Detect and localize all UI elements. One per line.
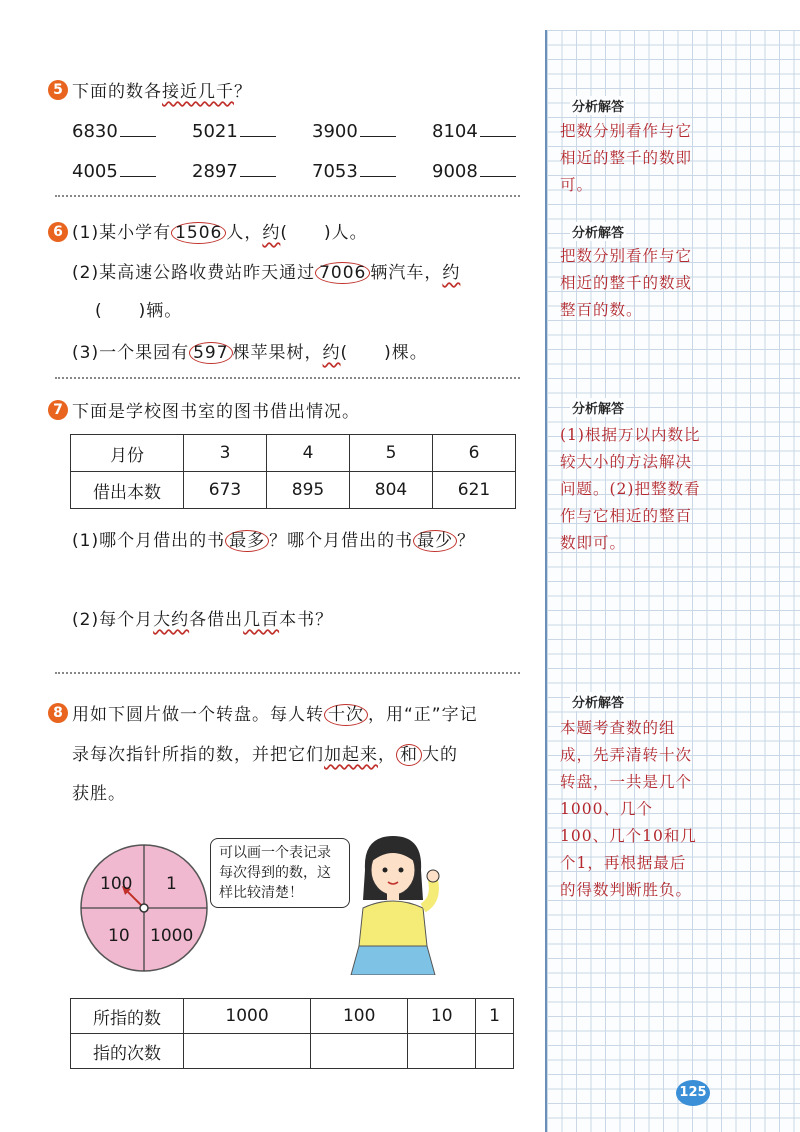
- analysis-text-1: 把数分别看作与它相近的整千的数即可。: [560, 122, 693, 194]
- tally-table: [70, 998, 514, 1069]
- table-header: 月份: [71, 435, 184, 472]
- tally-input-cell[interactable]: [184, 1034, 311, 1069]
- table-row-label: 指的次数: [71, 1034, 184, 1069]
- analysis-text-2: 把数分别看作与它相近的整千的数或整百的数。: [560, 247, 693, 319]
- tally-input-cell[interactable]: [311, 1034, 408, 1069]
- table-cell: 100: [311, 999, 408, 1034]
- table-header: 5: [350, 435, 433, 472]
- spinner-label: 100: [100, 874, 133, 894]
- divider: [55, 672, 520, 674]
- table-cell: 895: [267, 472, 350, 509]
- analysis-title: 分析解答: [570, 222, 626, 241]
- q5-item[interactable]: 9008: [432, 160, 516, 182]
- spinner-label: 1000: [150, 926, 194, 946]
- question-number-8: 8: [48, 703, 68, 723]
- analysis-text-4: 本题考查数的组成，先弄清转十次转盘，一共是几个1000、几个100、几个10和几个1，再根据最后的得数判断胜负。: [560, 719, 697, 899]
- question-7-sub-2: (2)每个月大约各借出几百本书？: [72, 610, 334, 630]
- library-table: [70, 434, 516, 509]
- spinner-label: 1: [166, 874, 177, 894]
- analysis-text-3: (1)根据万以内数比较大小的方法解决问题。(2)把整数看作与它相近的整百数即可。: [560, 426, 701, 552]
- question-number-6: 6: [48, 222, 68, 242]
- divider: [55, 195, 520, 197]
- spinner-disc: [78, 842, 210, 974]
- table-header: 6: [433, 435, 516, 472]
- question-8-line-2: 录每次指针所指的数，并把它们加起来， 和 大的: [72, 745, 458, 765]
- q5-item[interactable]: 2897: [192, 160, 276, 182]
- table-header: 4: [267, 435, 350, 472]
- q5-item[interactable]: 5021: [192, 120, 276, 142]
- question-6-part-1: (1)某小学有 1506 人，约( )人。: [72, 223, 368, 243]
- question-6-part-2: (2)某高速公路收费站昨天通过 7006 辆汽车，约: [72, 263, 461, 283]
- analysis-title: 分析解答: [570, 692, 626, 711]
- table-cell: 673: [184, 472, 267, 509]
- question-7-sub-1: (1)哪个月借出的书 最多 ？哪个月借出的书 最少 ？: [72, 531, 476, 551]
- table-cell: 621: [433, 472, 516, 509]
- analysis-title: 分析解答: [570, 96, 626, 115]
- question-number-5: 5: [48, 80, 68, 100]
- tally-input-cell[interactable]: [408, 1034, 476, 1069]
- table-cell: 10: [408, 999, 476, 1034]
- table-header: 3: [184, 435, 267, 472]
- analysis-title: 分析解答: [570, 398, 626, 417]
- speech-bubble: 可以画一个表记录每次得到的数，这样比较清楚！: [210, 838, 350, 908]
- question-8-line-3: 获胜。: [72, 784, 126, 804]
- q5-item[interactable]: 4005: [72, 160, 156, 182]
- table-row-label: 所指的数: [71, 999, 184, 1034]
- divider: [55, 377, 520, 379]
- table-row-label: 借出本数: [71, 472, 184, 509]
- tally-input-cell[interactable]: [476, 1034, 514, 1069]
- question-8-line-1: 用如下圆片做一个转盘。每人转 十次 ，用“正”字记: [72, 705, 478, 725]
- q5-item[interactable]: 6830: [72, 120, 156, 142]
- question-5-text: 下面的数各接近几千？: [72, 82, 252, 102]
- q5-item[interactable]: 8104: [432, 120, 516, 142]
- question-6-part-2-answer[interactable]: ( )辆。: [95, 301, 183, 321]
- table-cell: 804: [350, 472, 433, 509]
- question-7-text: 下面是学校图书室的图书借出情况。: [72, 402, 360, 422]
- question-number-7: 7: [48, 400, 68, 420]
- table-cell: 1000: [184, 999, 311, 1034]
- spinner-label: 10: [108, 926, 130, 946]
- q5-item[interactable]: 7053: [312, 160, 396, 182]
- q5-item[interactable]: 3900: [312, 120, 396, 142]
- table-cell: 1: [476, 999, 514, 1034]
- page-number: 125: [676, 1080, 710, 1106]
- question-6-part-3: (3)一个果园有 597 棵苹果树，约( )棵。: [72, 343, 428, 363]
- girl-illustration-icon: [345, 830, 445, 975]
